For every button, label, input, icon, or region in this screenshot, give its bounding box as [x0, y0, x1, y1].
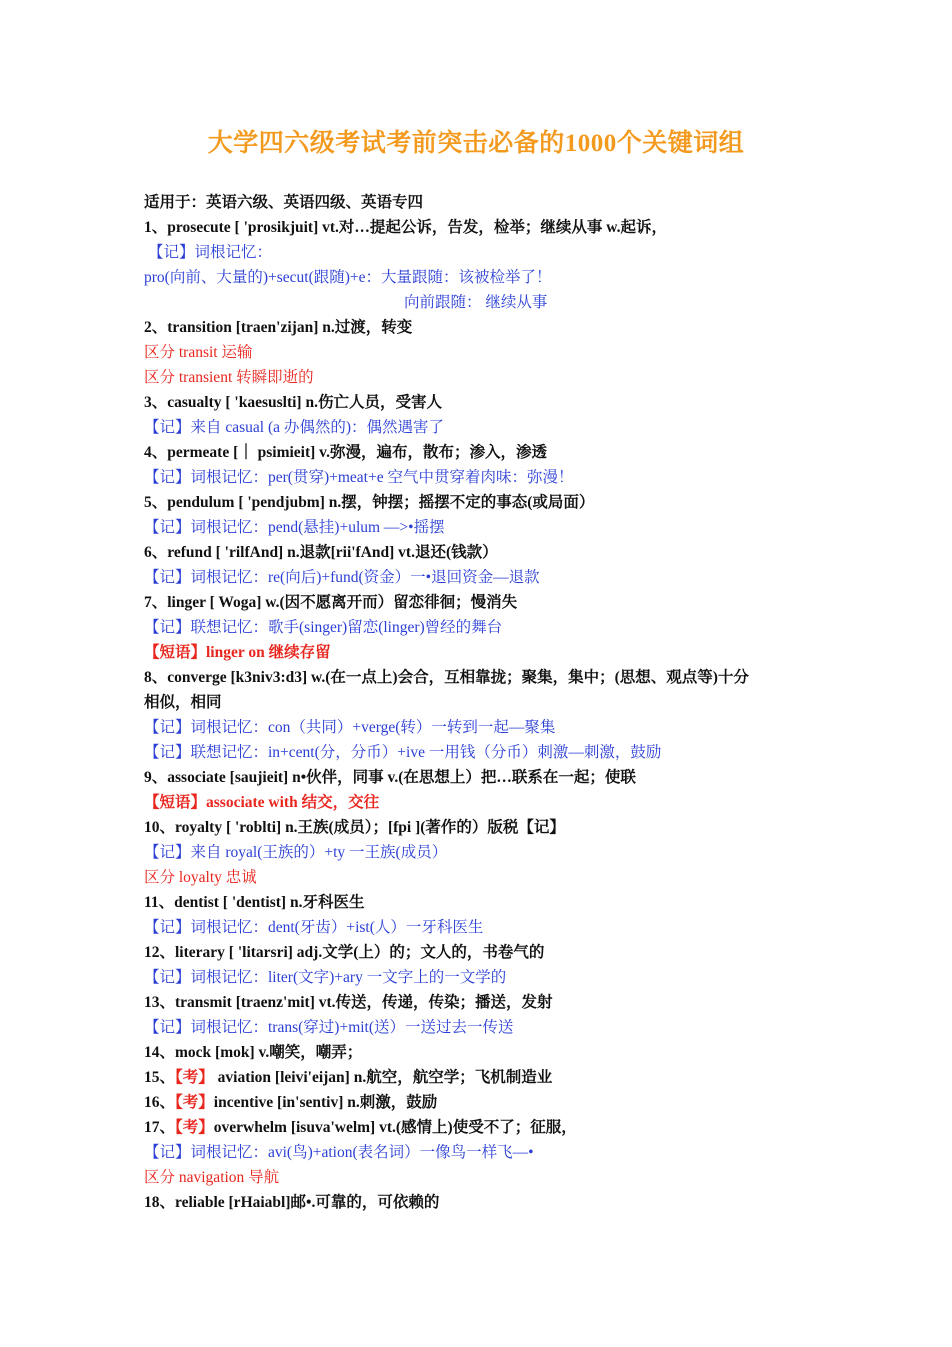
entry-9-associate: 9、associate [saujieit] n•伙伴，同事 v.(在思想上）把…联系在一起；使联 [144, 769, 636, 786]
entry-7-linger: 7、linger [ Woga] w.(因不愿离开而）留恋徘徊；慢消失 [144, 594, 518, 611]
entry-number: 15、 [144, 1069, 176, 1086]
exam-tag: 【考】 [175, 1069, 214, 1086]
entry-10-royalty: 10、royalty [ 'roblti] n.王族(成员）；[fpi ](著作的）版税【记】 [144, 819, 565, 836]
memory-note: 【记】词根记忆：trans(穿过)+mit(送）一送过去一传送 [144, 1019, 514, 1036]
memory-note: 【记】联想记忆：in+cent(分，分币）+ive 一用钱（分币）刺激—刺激，鼓励 [144, 744, 662, 761]
distinguish-note: 区分 loyalty 忠诚 [144, 869, 257, 886]
memory-note: 【记】词根记忆：avi(鸟)+ation(表名词）一像鸟一样飞—• [144, 1144, 534, 1161]
document-title: 大学四六级考试考前突击必备的1000个关键词组 [207, 130, 745, 157]
distinguish-note: 区分 navigation 导航 [144, 1169, 280, 1186]
exam-tag: 【考】 [175, 1119, 214, 1136]
memory-note: 向前跟随： 继续从事 [404, 294, 548, 311]
vocab-list [144, 190, 844, 1215]
phrase-note: 【短语】associate with 结交，交往 [144, 794, 380, 811]
memory-note: 【记】来自 casual (a 办偶然的)：偶然遇害了 [144, 419, 445, 436]
entry-5-pendulum: 5、pendulum [ 'pendjubm] n.摆，钟摆；摇摆不定的事态(或局面） [144, 494, 595, 511]
entry-18-reliable: 18、reliable [rHaiabl]邮•.可靠的，可依赖的 [144, 1194, 440, 1211]
intro-line: 适用于：英语六级、英语四级、英语专四 [144, 194, 424, 211]
exam-tag: 【考】 [175, 1094, 214, 1111]
entry-text: incentive [in'sentiv] n.刺激，鼓励 [213, 1094, 438, 1111]
entry-12-literary: 12、literary [ 'litarsri] adj.文学(上）的；文人的，书卷气的 [144, 944, 545, 961]
entry-6-refund: 6、refund [ 'rilfAnd] n.退款[rii'fAnd] vt.退还(钱款） [144, 544, 498, 561]
entry-11-dentist: 11、dentist [ 'dentist] n.牙科医生 [144, 894, 365, 911]
entry-text: aviation [leivi'eijan] n.航空，航空学；飞机制造业 [213, 1069, 553, 1086]
entry-3-casualty: 3、casualty [ 'kaesuslti] n.伤亡人员，受害人 [144, 394, 442, 411]
entry-number: 17、 [144, 1119, 176, 1136]
entry-8-continued: 相似，相同 [144, 694, 222, 711]
phrase-note: 【短语】linger on 继续存留 [144, 644, 331, 661]
distinguish-note: 区分 transit 运输 [144, 344, 253, 361]
memory-note: 【记】联想记忆：歌手(singer)留恋(linger)曾经的舞台 [144, 619, 503, 636]
memory-note: 【记】词根记忆：re(向后)+fund(资金）一•退回资金—退款 [144, 569, 540, 586]
memory-note: 【记】词根记忆：per(贯穿)+meat+e 空气中贯穿着肉味：弥漫！ [144, 469, 574, 486]
entry-15-aviation [144, 1065, 844, 1090]
entry-8-converge: 8、converge [k3niv3:d3] w.(在一点上)会合，互相靠拢；聚集，集中；(思想、观点等)十分 [144, 669, 749, 686]
memory-note: 【记】词根记忆：liter(文字)+ary 一文字上的一文学的 [144, 969, 507, 986]
entry-number: 16、 [144, 1094, 176, 1111]
memory-note: 【记】词根记忆：con（共同）+verge(转）一转到一起—聚集 [144, 719, 556, 736]
distinguish-note: 区分 transient 转瞬即逝的 [144, 369, 314, 386]
memory-note: 【记】词根记忆： [148, 244, 273, 261]
memory-note: 【记】来自 royal(王族的）+ty 一王族(成员） [144, 844, 448, 861]
entry-16-incentive [144, 1090, 844, 1115]
entry-14-mock: 14、mock [mok] v.嘲笑，嘲弄； [144, 1044, 363, 1061]
entry-2-transition: 2、transition [traen'zijan] n.过渡，转变 [144, 319, 413, 336]
entry-4-permeate: 4、permeate [｜ psimieit] v.弥漫，遍布，散布；渗入，渗透 [144, 444, 547, 461]
memory-note: pro(向前、大量的)+secut(跟随)+e：大量跟随：该被检举了！ [144, 269, 552, 286]
entry-17-overwhelm [144, 1115, 844, 1140]
entry-text: overwhelm [isuva'welm] vt.(感情上)使受不了；征服， [213, 1119, 577, 1136]
memory-note: 【记】词根记忆：dent(牙齿）+ist(人）一牙科医生 [144, 919, 484, 936]
memory-note: 【记】词根记忆：pend(悬挂)+ulum —>•摇摆 [144, 519, 445, 536]
entry-1-prosecute: 1、prosecute [ 'prosikjuit] vt.对…提起公诉，告发，检举；继续从事 w.起诉， [144, 219, 667, 236]
entry-13-transmit: 13、transmit [traenz'mit] vt.传送，传递，传染；播送，发射 [144, 994, 553, 1011]
